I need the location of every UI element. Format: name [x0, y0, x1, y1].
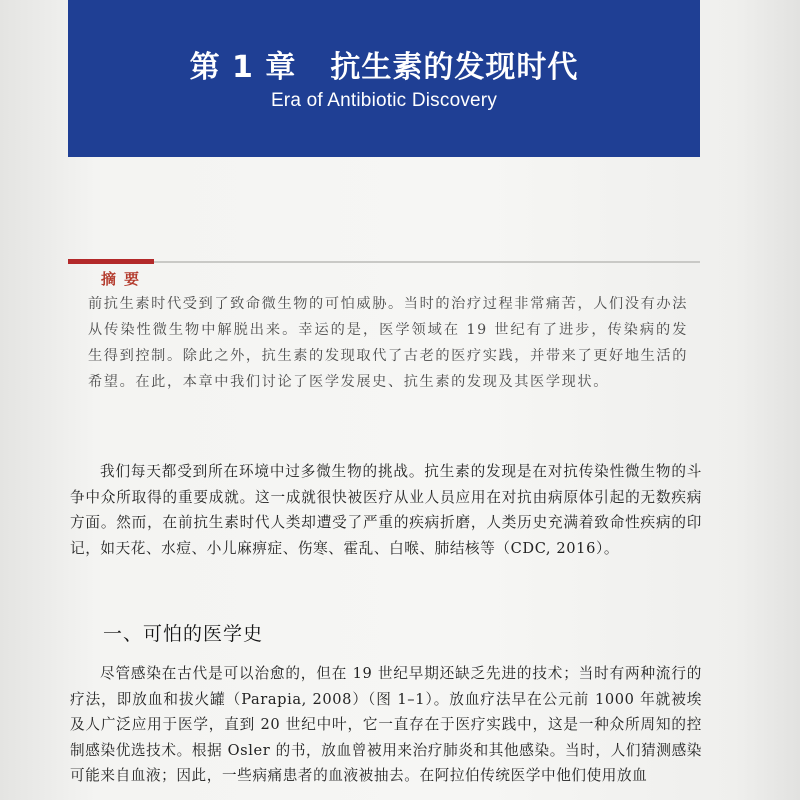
section-paragraph	[70, 661, 702, 789]
abstract-label: 摘要	[101, 270, 148, 288]
abstract-body	[88, 291, 688, 395]
chapter-title-en: Era of Antibiotic Discovery	[270, 90, 498, 111]
chapter-title	[68, 42, 700, 86]
abstract-divider	[68, 261, 700, 263]
chapter-number: 第 1 章	[189, 50, 297, 85]
section-heading: 一、可怕的医学史	[103, 623, 264, 645]
intro-paragraph	[70, 459, 702, 561]
abstract-text: 前抗生素时代受到了致命微生物的可怕威胁。当时的治疗过程非常痛苦，人们没有办法从传染性微生物中解脱出来。幸运的是，医学领域在 19 世纪有了进步，传染病的发生得到控制。除此之外，抗生素的发现取代了古老的医疗实践，并带来了更好地生活的希望。在此，本章中我们讨论了医学发展史、抗生素的发现及其医学现状。	[88, 296, 688, 390]
section-text: 尽管感染在古代是可以治愈的，但在 19 世纪早期还缺乏先进的技术；当时有两种流行的疗法，即放血和拔火罐（Parapia, 2008）（图 1–1）。放血疗法早在公元前 1000 年就被埃及人广泛应用于医学，直到 20 世纪中叶，它一直存在于医疗实践中，这是一种众所周知的控制感染优选技术。根据 Osler 的书，放血曾被用来治疗肺炎和其他感染。当时，人们猜测感染可能来自血液；因此，一些病痛患者的血液被抽去。在阿拉伯传统医学中他们使用放血	[70, 665, 702, 784]
intro-text: 我们每天都受到所在环境中过多微生物的挑战。抗生素的发现是在对抗传染性微生物的斗争中众所取得的重要成就。这一成就很快被医疗从业人员应用在对抗由病原体引起的无数疾病方面。然而，在前抗生素时代人类却遭受了严重的疾病折磨，人类历史充满着致命性疾病的印记，如天花、水痘、小儿麻痹症、伤寒、霍乱、白喉、肺结核等（CDC, 2016）。	[70, 463, 702, 557]
abstract-divider-accent	[68, 259, 154, 264]
chapter-banner	[68, 0, 700, 157]
chapter-title-cn: 抗生素的发现时代	[330, 50, 579, 85]
